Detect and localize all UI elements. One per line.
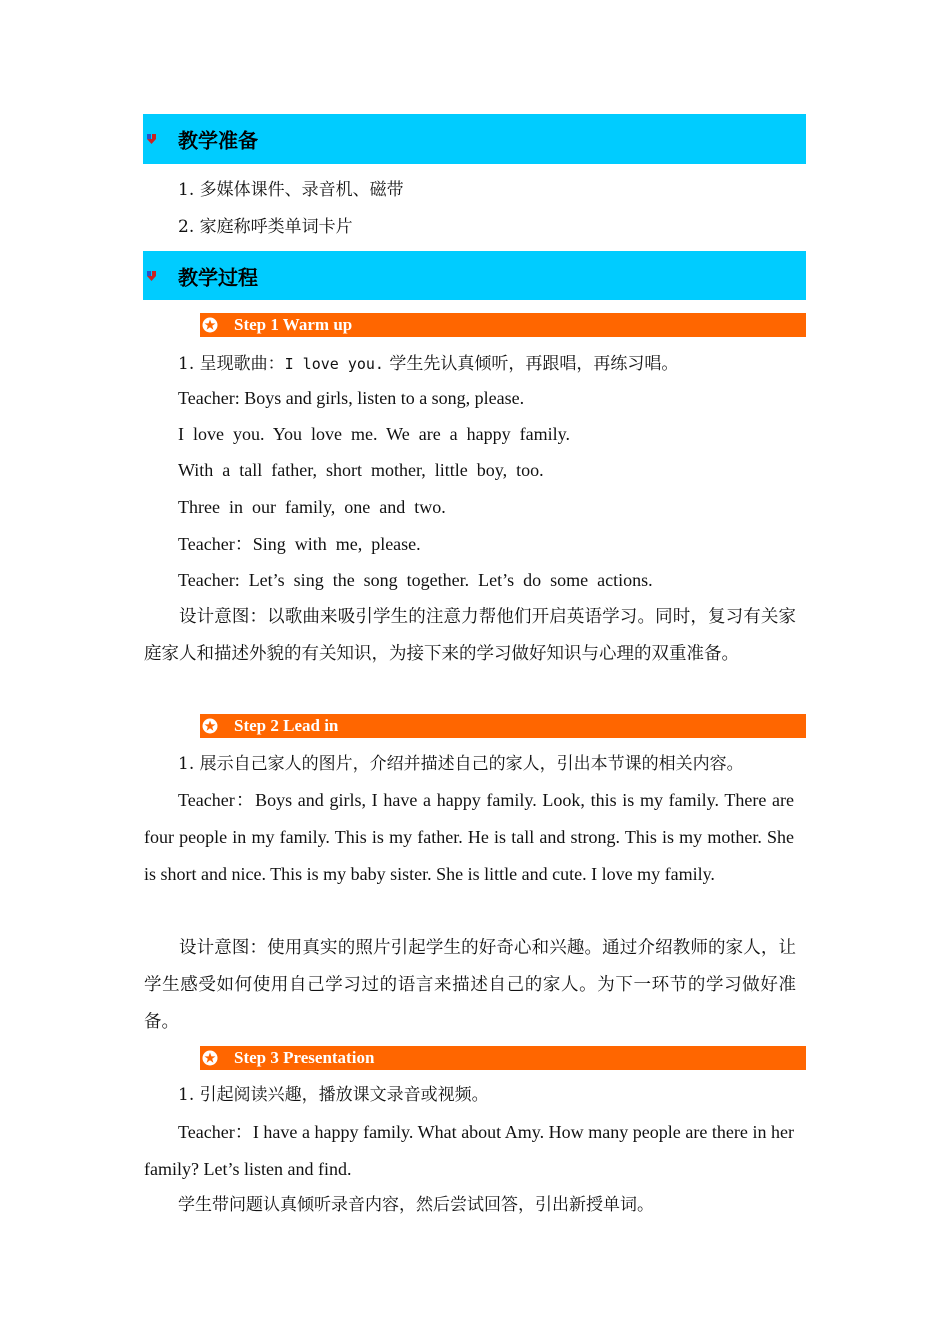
list-item: 2. 家庭称呼类单词卡片	[178, 217, 353, 237]
step1-item1	[178, 353, 678, 375]
step2-item1: 1. 展示自己家人的图片，介绍并描述自己的家人，引出本节课的相关内容。	[178, 754, 744, 774]
text-line: With a tall father, short mother, little boy, too.	[178, 460, 544, 480]
section-title: 教学准备	[178, 128, 258, 153]
bullet-icon	[146, 133, 158, 145]
star-badge-icon	[201, 316, 219, 334]
text-line: Three in our family, one and two.	[178, 497, 446, 517]
section-header-prep	[143, 114, 806, 164]
step-header-2	[200, 714, 806, 738]
item-prefix: 1. 呈现歌曲：	[178, 354, 285, 374]
teacher-paragraph: Teacher：I have a happy family. What about Amy. How many people are there in her family? Let’s listen and find.	[144, 1122, 794, 1179]
step3-item1: 1. 引起阅读兴趣，播放课文录音或视频。	[178, 1085, 489, 1105]
step-label: Step 2 Lead in	[234, 716, 339, 735]
design-intent-paragraph: 设计意图：以歌曲来吸引学生的注意力帮他们开启英语学习。同时，复习有关家庭家人和描述外貌的有关知识，为接下来的学习做好知识与心理的双重准备。	[144, 607, 796, 664]
section-title: 教学过程	[178, 265, 258, 289]
step-label: Step 1 Warm up	[234, 315, 353, 334]
step3-note: 学生带问题认真倾听录音内容，然后尝试回答，引出新授单词。	[178, 1195, 654, 1215]
item-suffix: 学生先认真倾听，再跟唱，再练习唱。	[383, 354, 679, 374]
step-header-1	[200, 313, 806, 337]
design-intent-paragraph: 设计意图：使用真实的照片引起学生的好奇心和兴趣。通过介绍教师的家人，让学生感受如何使用自己学习过的语言来描述自己的家人。为下一环节的学习做好准备。	[144, 938, 796, 1032]
star-badge-icon	[201, 1049, 219, 1067]
section-header-process	[143, 251, 806, 300]
text-line: I love you. You love me. We are a happy family.	[178, 424, 570, 444]
star-badge-icon	[201, 717, 219, 735]
step-header-3	[200, 1046, 806, 1070]
list-item: 1. 多媒体课件、录音机、磁带	[178, 180, 404, 200]
teacher-paragraph: Teacher：Boys and girls, I have a happy family. Look, this is my family. There are four people in my family. This is my father. He is tall and strong. This is my mother. She is short and nice. This is my baby sister. She is little and cute. I love my family.	[144, 790, 794, 884]
step-label: Step 3 Presentation	[234, 1048, 375, 1067]
text-line: Teacher: Let’s sing the song together. Let’s do some actions.	[178, 570, 653, 590]
text-line: Teacher：Sing with me, please.	[178, 534, 421, 554]
text-line: Teacher: Boys and girls, listen to a song, please.	[178, 388, 525, 408]
song-title: I love you.	[284, 355, 384, 373]
bullet-icon	[146, 270, 158, 282]
